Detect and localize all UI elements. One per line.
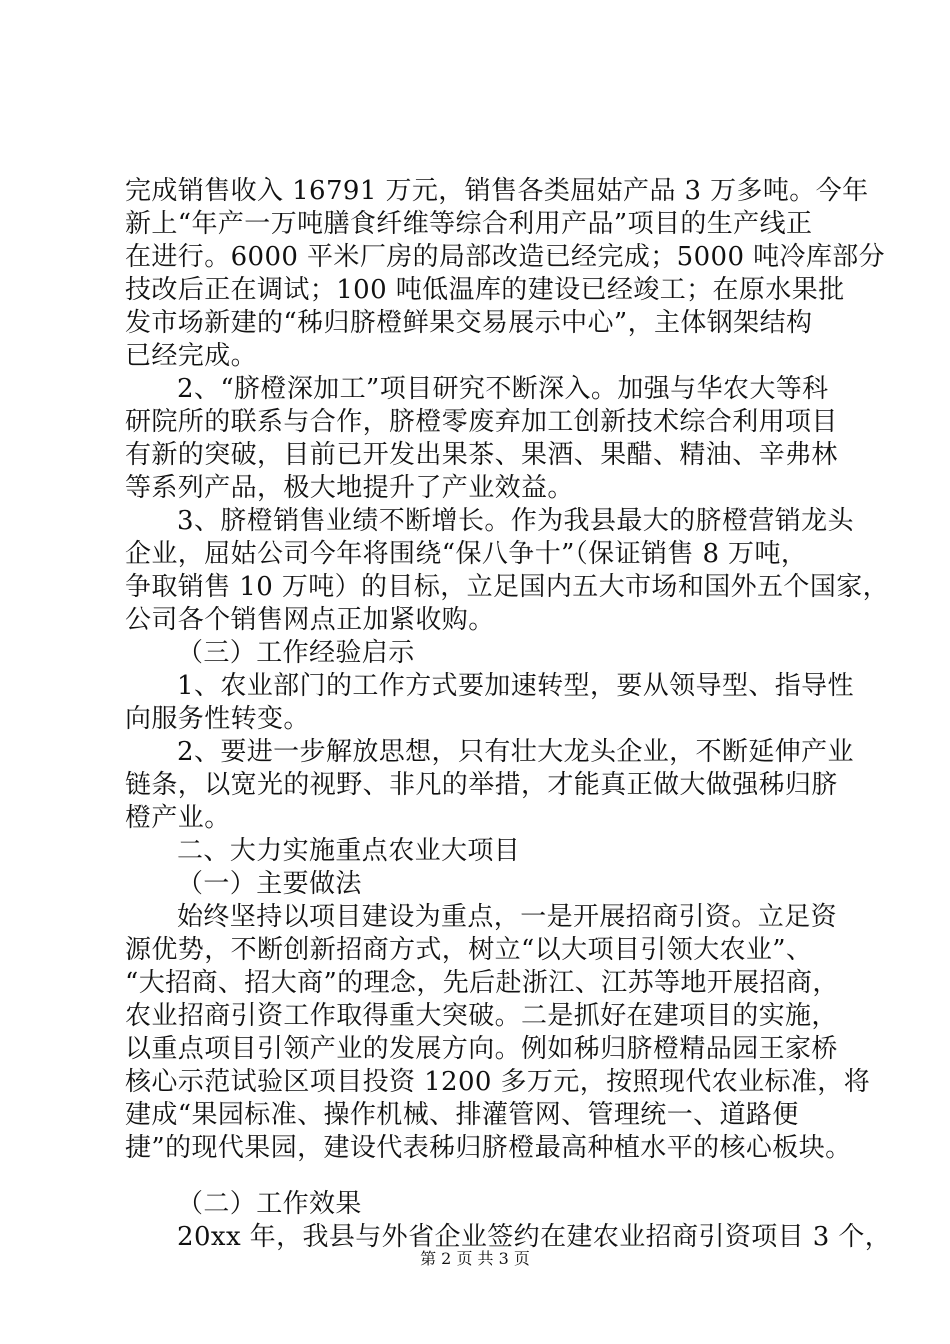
text-line: 完成销售收入 16791 万元，销售各类屈姑产品 3 万多吨。今年	[125, 176, 869, 206]
section-heading: （二）工作效果	[177, 1189, 362, 1219]
text-line: 发市场新建的“秭归脐橙鲜果交易展示中心”，主体钢架结构	[125, 308, 813, 338]
text-line: 3、脐橙销售业绩不断增长。作为我县最大的脐橙营销龙头	[177, 506, 854, 536]
text-line: 技改后正在调试；100 吨低温库的建设已经竣工；在原水果批	[125, 275, 845, 305]
text-line: 2、要进一步解放思想，只有壮大龙头企业，不断延伸产业	[177, 737, 854, 767]
text-line: 始终坚持以项目建设为重点，一是开展招商引资。立足资	[177, 902, 838, 932]
text-line: 以重点项目引领产业的发展方向。例如秭归脐橙精品园王家桥	[125, 1034, 838, 1064]
text-line: 研院所的联系与合作，脐橙零废弃加工创新技术综合利用项目	[125, 407, 838, 437]
text-line: 1、农业部门的工作方式要加速转型，要从领导型、指导性	[177, 671, 854, 701]
text-line: 公司各个销售网点正加紧收购。	[125, 605, 495, 635]
text-line: “大招商、招大商”的理念，先后赴浙江、江苏等地开展招商，	[125, 968, 839, 998]
text-line: 已经完成。	[125, 341, 258, 371]
text-line: 在进行。6000 平米厂房的局部改造已经完成；5000 吨冷库部分	[125, 242, 886, 272]
section-heading: （一）主要做法	[177, 869, 362, 899]
section-heading: （三）工作经验启示	[177, 638, 415, 668]
text-line: 有新的突破，目前已开发出果茶、果酒、果醋、精油、辛弗林	[125, 440, 838, 470]
text-line: 向服务性转变。	[125, 704, 310, 734]
text-line: 橙产业。	[125, 803, 231, 833]
text-line: 等系列产品，极大地提升了产业效益。	[125, 473, 574, 503]
page-footer: 第 2 页 共 3 页	[420, 1249, 530, 1268]
text-line: 捷”的现代果园，建设代表秭归脐橙最高种植水平的核心板块。	[125, 1133, 852, 1163]
text-line: 20xx 年，我县与外省企业签约在建农业招商引资项目 3 个，	[177, 1222, 892, 1252]
text-line: 2、“脐橙深加工”项目研究不断深入。加强与华农大等科	[177, 374, 829, 404]
text-line: 农业招商引资工作取得重大突破。二是抓好在建项目的实施，	[125, 1001, 838, 1031]
text-line: 核心示范试验区项目投资 1200 多万元，按照现代农业标准，将	[125, 1067, 871, 1097]
text-line: 新上“年产一万吨膳食纤维等综合利用产品”项目的生产线正	[125, 209, 813, 239]
text-line: 源优势，不断创新招商方式，树立“以大项目引领大农业”、	[125, 935, 813, 965]
text-line: 争取销售 10 万吨）的目标，立足国内五大市场和国外五个国家，	[125, 572, 890, 602]
text-line: 建成“果园标准、操作机械、排灌管网、管理统一、道路便	[125, 1100, 799, 1130]
text-line: 链条，以宽光的视野、非凡的举措，才能真正做大做强秭归脐	[125, 770, 838, 800]
section-heading: 二、大力实施重点农业大项目	[177, 836, 521, 866]
text-line: 企业，屈姑公司今年将围绕“保八争十”（保证销售 8 万吨，	[125, 539, 808, 569]
